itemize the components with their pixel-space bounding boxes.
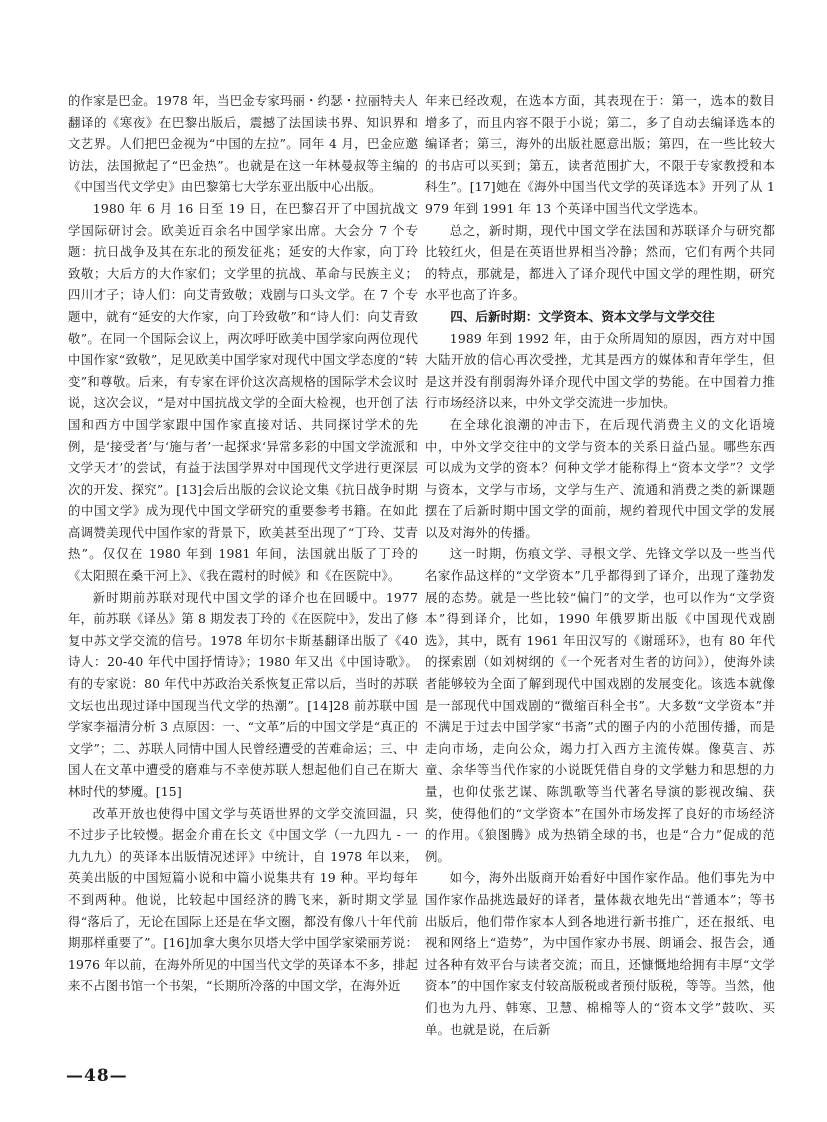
paragraph: 1980 年 6 月 16 日至 19 日，在巴黎召开了中国抗战文学国际研讨会。欧美近百余名中国学家出席。大会分 7 个专题：抗日战争及其在东北的预发征兆；延安的大作家，向丁玲致敬；大后方的大作家们；文学里的抗战、革命与民族主义；四川才子；诗人们：向艾青致敬；戏剧与口头文学。在 7 个专题中，就有“延安的大作家，向丁玲致敬”和“诗人们：向艾青致敬”。在同一个国际会议上，两次呼吁欧美中国学家向两位现代中国作家“致敬”，足见欧美中国学家对现代中国文学态度的“转变”和尊敬。后来，有专家在评价这次高规格的国际学术会议时说，这次会议，“是对中国抗战文学的全面大检视，也开创了法国和西方中国学家跟中国作家直接对话、共同探讨学术的先例，是‘接受者’与‘施与者’一起探求‘异常多彩的中国文学流派和文学天才’的尝试，有益于法国学界对中国现代文学进行更深层次的开发、探究”。[13]会后出版的会议论文集《抗日战争时期的中国文学》成为现代中国文学研究的重要参考书籍。在如此高调赞美现代中国作家的背景下，欧美甚至出现了“丁玲、艾青热”。仅仅在 1980 年到 1981 年间，法国就出版了丁玲的《太阳照在桑干河上》、《我在霞村的时候》和《在医院中》。 <box>68 200 418 584</box>
left-column <box>68 90 418 997</box>
paragraph: 1989 年到 1992 年，由于众所周知的原因，西方对中国大陆开放的信心再次受挫，尤其是西方的媒体和青年学生，但是这并没有削弱海外译介现代中国文学的势能。在中国着力推行市场经济以来，中外文学交流进一步加快。 <box>425 330 775 411</box>
paragraph: 总之，新时期，现代中国文学在法国和苏联译介与研究都比较红火，但是在英语世界相当冷静；然而，它们有两个共同的特点，那就是，都进入了译介现代中国文学的理性期，研究水平也高了许多。 <box>425 222 775 303</box>
paragraph: 这一时期，伤痕文学、寻根文学、先锋文学以及一些当代名家作品这样的“文学资本”几乎都得到了译介，出现了蓬勃发展的态势。就是一些比较“偏门”的文学，也可以作为“文学资本”得到译介，比如，1990 年俄罗斯出版《中国现代戏剧选》，其中，既有 1961 年田汉写的《谢瑶环》，也有 80 年代的探索剧（如刘树纲的《一个死者对生者的访问》），使海外读者能够较为全面了解到现代中国戏剧的发展变化。该选本就像是一部现代中国戏剧的“微缩百科全书”。大多数“文学资本”并不满足于过去中国学家“书斋”式的圈子内的小范围传播，而是走向市场，走向公众，竭力打入西方主流传媒。像莫言、苏童、余华等当代作家的小说既凭借自身的文学魅力和思想的力量，也仰仗张艺谋、陈凯歌等当代著名导演的影视改编、获奖，使得他们的“文学资本”在国外市场发挥了良好的市场经济的作用。《狼图腾》成为热销全球的书，也是“合力”促成的范例。 <box>425 546 775 864</box>
paragraph: 改革开放也使得中国文学与英语世界的文学交流回温，只不过步子比较慢。据金介甫在长文《中国文学（一九四九 - 一九九九）的英译本出版情况述评》中统计，自 1978 年以来，英美出版的中国短篇小说和中篇小说集共有 19 种。平均每年不到两种。他说，比较起中国经济的腾飞来，新时期文学显得“落后了，无论在国际上还是在华文圈，都没有像八十年代前期那样重要了”。[16]加拿大奥尔贝塔大学中国学家梁丽芳说：1976 年以前，在海外所见的中国当代文学的英译本不多，排起来不占图书馆一个书架，“长期所冷落的中国文学，在海外近 <box>68 805 418 994</box>
right-column <box>425 90 775 1040</box>
paragraph: 的作家是巴金。1978 年，当巴金专家玛丽・约瑟・拉丽特夫人翻译的《寒夜》在巴黎出版后，震撼了法国读书界、知识界和文艺界。人们把巴金视为“中国的左拉”。同年 4 月，巴金应邀访法，法国掀起了“巴金热”。也就是在这一年林曼叔等主编的《中国当代文学史》由巴黎第七大学东亚出版中心出版。 <box>68 93 418 195</box>
paragraph: 在全球化浪潮的冲击下，在后现代消费主义的文化语境中，中外文学交往中的文学与资本的关系日益凸显。哪些东西可以成为文学的资本？何种文学才能称得上“资本文学”？文学与资本，文学与市场，文学与生产、流通和消费之类的新课题摆在了后新时期中国文学的面前，规约着现代中国文学的发展以及对海外的传播。 <box>425 416 775 540</box>
page-number: —48— <box>66 1066 128 1086</box>
section-heading: 四、后新时期：文学资本、资本文学与文学交往 <box>450 308 715 324</box>
paragraph: 如今，海外出版商开始看好中国作家作品。他们事先为中国作家作品挑选最好的译者，量体裁衣地先出“普通本”；等书出版后，他们带作家本人到各地进行新书推广，还在报纸、电视和网络上“造势”，为中国作家办书展、朗诵会、报告会，通过各种有效平台与读者交流；而且，还慷慨地给拥有丰厚“文学资本”的中国作家支付较高版税或者预付版税，等等。当然，他们也为九丹、韩寒、卫慧、棉棉等人的“资本文学”鼓吹、买单。也就是说，在后新 <box>425 870 775 1037</box>
paragraph: 新时期前苏联对现代中国文学的译介也在回暖中。1977 年，前苏联《译丛》第 8 期发表丁玲的《在医院中》，发出了修复中苏文学交流的信号。1978 年切尔卡斯基翻译出版了《40 诗人：20-40 年代中国抒情诗》；1980 年又出《中国诗歌》。有的专家说：80 年代中苏政治关系恢复正常以后，当时的苏联文坛也出现过译中国现当代文学的热潮”。[14]28 前苏联中国学家李福清分析 3 点原因：一、“文革”后的中国文学是“真正的文学”；二、苏联人同情中国人民曾经遭受的苦难命运；三、中国人在文革中遭受的磨难与不幸使苏联人想起他们自己在斯大林时代的梦魇。[15] <box>68 589 418 799</box>
paragraph: 年来已经改观，在选本方面，其表现在于：第一，选本的数目增多了，而且内容不限于小说；第二，多了自动去编译选本的编译者；第三，海外的出版社愿意出版；第四，在一些比较大的书店可以买到；第五，读者范围扩大，不限于专家教授和本科生”。[17]她在《海外中国当代文学的英译选本》开列了从 1979 年到 1991 年 13 个英译中国当代文学选本。 <box>425 93 775 216</box>
